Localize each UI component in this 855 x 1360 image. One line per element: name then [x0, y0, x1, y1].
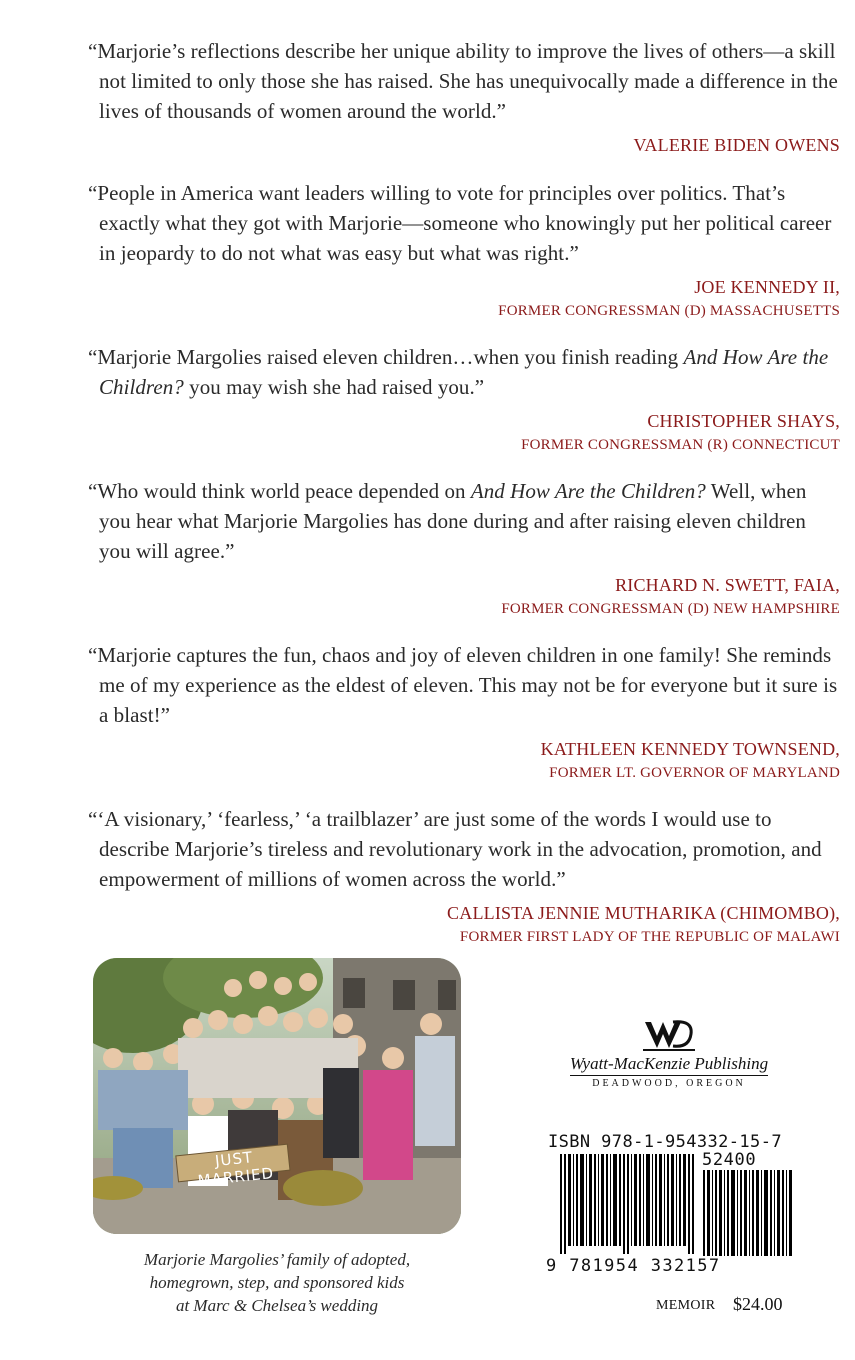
endorsement-shays — [88, 342, 840, 456]
quote-author-title: FORMER LT. GOVERNOR OF MARYLAND — [549, 765, 840, 781]
quote-author-title: FORMER FIRST LADY OF THE REPUBLIC OF MALAWI — [459, 929, 840, 945]
quote-author: CHRISTOPHER SHAYS, — [647, 411, 840, 431]
quote-text: “Marjorie captures the fun, chaos and joy of eleven children in one family! She reminds me of my experience as the eldest of eleven. This may not be for everyone but it sure is a blast!” — [88, 643, 838, 727]
quote-author-title: FORMER CONGRESSMAN (D) MASSACHUSETTS — [498, 303, 840, 319]
endorsement-mutharika — [88, 804, 840, 948]
isbn-number: ISBN 978-1-954332-15-7 — [548, 1132, 782, 1152]
quote-text: “Who would think world peace depended on And How Are the Children? Well, when you hear what Marjorie Margolies has done during and after raising eleven children you will agree.” — [88, 479, 807, 563]
quote-author-title: FORMER CONGRESSMAN (R) CONNECTICUT — [521, 437, 840, 453]
quote-author-title: FORMER CONGRESSMAN (D) NEW HAMPSHIRE — [501, 601, 840, 617]
publisher-location: DEADWOOD, OREGON — [592, 1078, 746, 1089]
family-photo — [93, 958, 461, 1234]
quote-author: VALERIE BIDEN OWENS — [633, 135, 840, 155]
quote-author: JOE KENNEDY II, — [694, 277, 840, 297]
endorsement-townsend — [88, 640, 840, 784]
endorsement-swett — [88, 476, 840, 620]
quote-text: “‘A visionary,’ ‘fearless,’ ‘a trailblazer’ are just some of the words I would use to describe Marjorie’s tireless and revolutionary work in the advocation, promotion, and empowerment of millions of women across the world.” — [88, 807, 822, 891]
price-addon-barcode — [703, 1170, 795, 1256]
quote-text: “People in America want leaders willing to vote for principles over politics. That’s exactly what they got with Marjorie—someone who knowingly put her political career in jeopardy to do not what was easy but what was right.” — [88, 181, 832, 265]
quote-text: “Marjorie Margolies raised eleven children…when you finish reading And How Are the Children? you may wish she had raised you.” — [88, 345, 829, 399]
price-label: $24.00 — [733, 1294, 783, 1314]
quote-author: CALLISTA JENNIE MUTHARIKA (CHIMOMBO), — [447, 903, 840, 923]
publisher-emblem-icon — [643, 1018, 695, 1052]
price-code: 52400 — [702, 1150, 757, 1170]
photo-caption: Marjorie Margolies’ family of adopted, homegrown, step, and sponsored kids at Marc & Chelsea’s wedding — [143, 1250, 411, 1315]
endorsement-kennedy — [88, 178, 840, 322]
family-photo-image — [93, 958, 461, 1234]
isbn-barcode — [560, 1154, 698, 1254]
barcode-digits: 9 781954 332157 — [546, 1256, 721, 1276]
endorsements — [88, 36, 840, 948]
genre-label: MEMOIR — [656, 1298, 716, 1313]
book-title: And How Are the Children? — [470, 479, 706, 503]
publisher-name: Wyatt-MacKenzie Publishing — [570, 1054, 768, 1076]
book-title: And How Are the Children? — [99, 345, 829, 399]
endorsement-biden-owens — [88, 36, 840, 158]
just-married-sign: JUST MARRIED — [196, 1148, 275, 1190]
quote-text: “Marjorie’s reflections describe her unique ability to improve the lives of others—a skill not limited to only those she has raised. She has unequivocally made a difference in the lives of thousands of women around the world.” — [88, 39, 838, 123]
publisher-logo — [560, 1018, 778, 1089]
quote-author: KATHLEEN KENNEDY TOWNSEND, — [540, 739, 840, 759]
quote-author: RICHARD N. SWETT, FAIA, — [615, 575, 840, 595]
